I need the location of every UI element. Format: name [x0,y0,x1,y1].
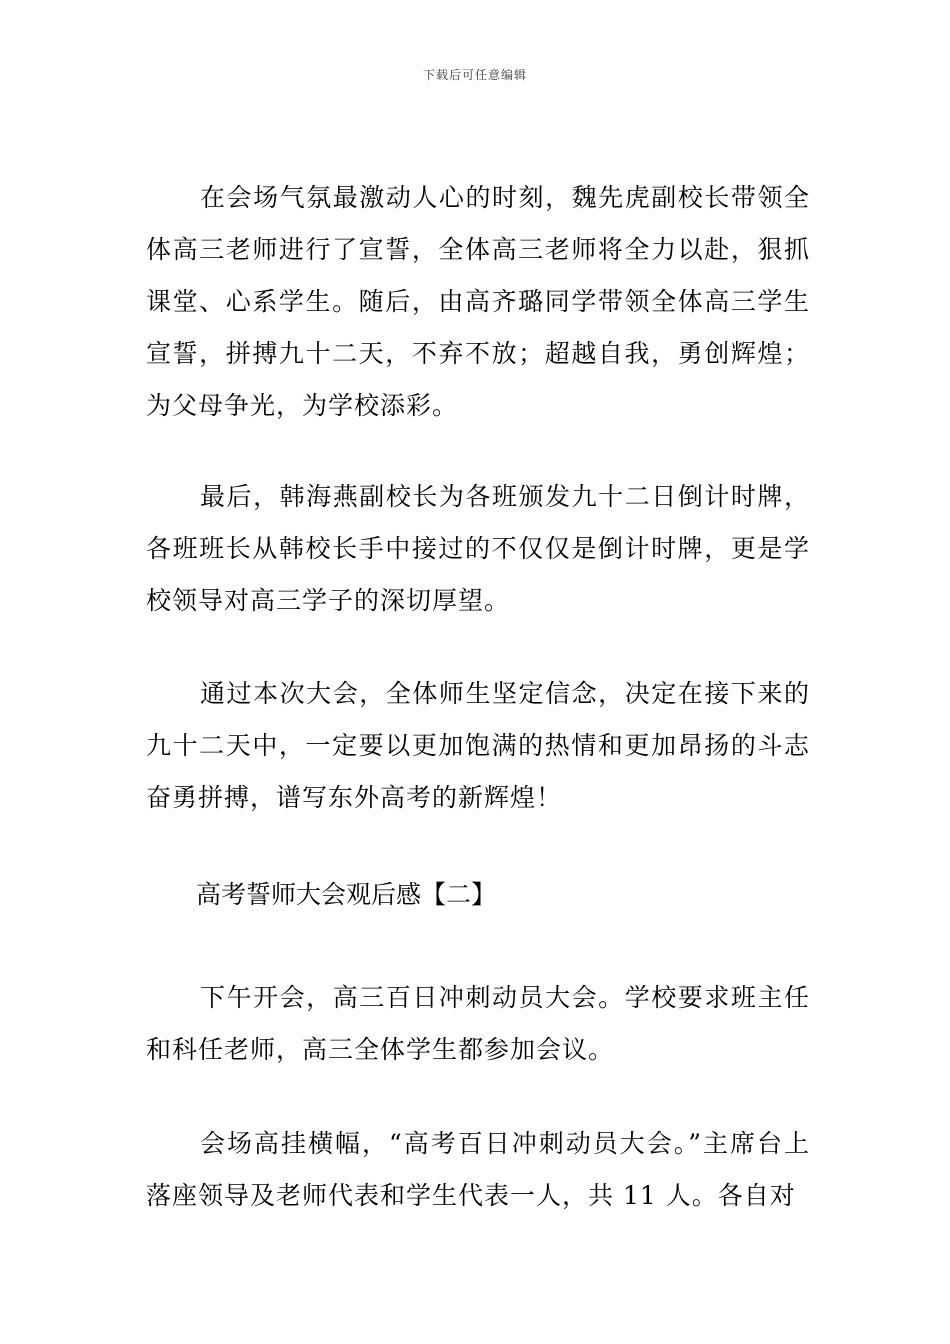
section-title: 高考誓师大会观后感【二】 [196,880,497,909]
paragraph-oath: 在会场气氛最激动人心的时刻，魏先虎副校长带领全体高三老师进行了宣誓，全体高三老师将全力以赴，狠抓课堂、心系学生。随后，由高齐璐同学带领全体高三学生宣誓，拼搏九十二天，不弃不放；超越自我，勇创辉煌；为父母争光，为学校添彩。 [146,183,810,420]
paragraph-meeting: 下午开会，高三百日冲刺动员大会。学校要求班主任和科任老师，高三全体学生都参加会议。 [146,983,810,1064]
paragraph-conclusion: 通过本次大会，全体师生坚定信念，决定在接下来的九十二天中，一定要以更加饱满的热情和更加昂扬的斗志奋勇拼搏，谱写东外高考的新辉煌！ [146,679,810,812]
paragraph-countdown: 最后，韩海燕副校长为各班颁发九十二日倒计时牌，各班班长从韩校长手中接过的不仅仅是倒计时牌，更是学校领导对高三学子的深切厚望。 [146,482,810,615]
page-header: 下载后可任意编辑 [422,68,527,82]
paragraph-venue: 会场高挂横幅，“高考百日冲刺动员大会。”主席台上落座领导及老师代表和学生代表一人，共 11 人。各自对 [146,1129,810,1210]
